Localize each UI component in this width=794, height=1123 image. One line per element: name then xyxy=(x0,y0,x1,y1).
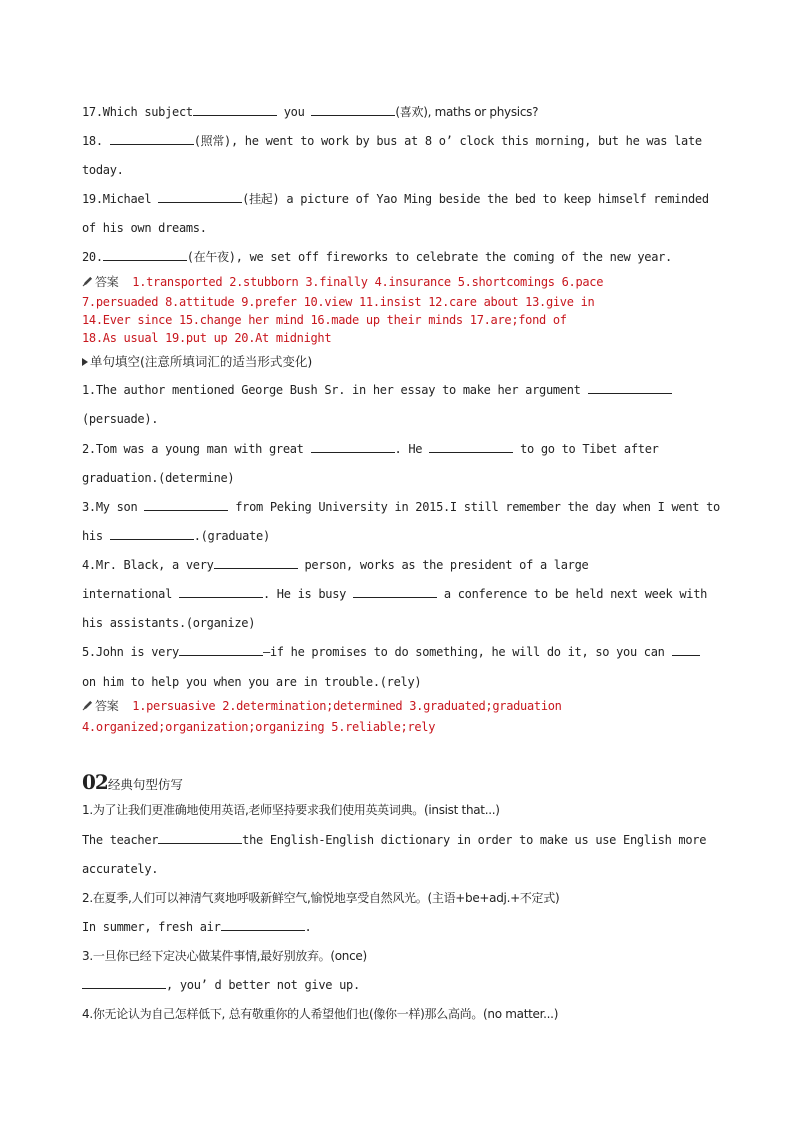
question-c2-en: In summer, fresh air . xyxy=(82,920,312,934)
answer-blank[interactable] xyxy=(588,382,672,394)
answer-blank[interactable] xyxy=(158,191,242,203)
answer-blank[interactable] xyxy=(110,133,194,145)
answer-blank[interactable] xyxy=(429,441,513,453)
answer-block-b-line1: 答案 1.persuasive 2.determination;determined 3.graduated;graduation xyxy=(82,698,722,714)
question-17: 17.Which subject you (喜欢), maths or physics? xyxy=(82,105,539,119)
section-number: 02 xyxy=(82,770,108,794)
answer-block-a-line3: 14.Ever since 15.change her mind 16.made up their minds 17.are;fond of xyxy=(82,313,567,327)
question-c3-en: , you’ d better not give up. xyxy=(82,977,722,993)
answer-blank[interactable] xyxy=(311,104,395,116)
question-18: 18. (照常), he went to work by bus at 8 o’ clock this morning, but he was late xyxy=(82,134,702,148)
question-b4: 4.Mr. Black, a very person, works as the president of a large xyxy=(82,558,589,572)
answer-blank[interactable] xyxy=(311,441,395,453)
question-b5-cont: on him to help you when you are in trouble.(rely) xyxy=(82,675,422,689)
answer-block-b-line2: 4.organized;organization;organizing 5.reliable;rely xyxy=(82,720,436,734)
question-b4-cont: his assistants.(organize) xyxy=(82,616,256,630)
answer-blank[interactable] xyxy=(110,528,194,540)
question-c1-cn: 1.为了让我们更准确地使用英语,老师坚持要求我们使用英英词典。(insist that...) xyxy=(82,803,500,817)
question-c2-cn: 2.在夏季,人们可以神清气爽地呼吸新鲜空气,愉悦地享受自然风光。(主语+be+adj.+不定式) xyxy=(82,891,560,905)
question-c3-cn: 3.一旦你已经下定决心做某件事情,最好别放弃。(once) xyxy=(82,949,367,963)
question-c1-en: The teacher the English-English dictionary in order to make us use English more xyxy=(82,833,707,847)
question-19-cont: of his own dreams. xyxy=(82,221,207,235)
question-18-cont: today. xyxy=(82,163,124,177)
question-b1-cont: (persuade). xyxy=(82,412,159,426)
answer-blank[interactable] xyxy=(672,644,700,656)
question-19: 19.Michael (挂起) a picture of Yao Ming beside the bed to keep himself reminded xyxy=(82,192,709,206)
answer-block-a-line2: 7.persuaded 8.attitude 9.prefer 10.view 11.insist 12.care about 13.give in xyxy=(82,295,595,309)
answer-blank[interactable] xyxy=(214,557,298,569)
question-b2: 2.Tom was a young man with great . He to go to Tibet after xyxy=(82,442,659,456)
question-b4-line2: international . He is busy a conference to be held next week with xyxy=(82,587,708,601)
question-b3: 3.My son from Peking University in 2015.I still remember the day when I went to xyxy=(82,500,720,514)
answer-pen-icon xyxy=(82,276,93,287)
answer-blank[interactable] xyxy=(179,586,263,598)
section-c-heading: 02经典句型仿写 xyxy=(82,770,183,794)
answer-block-a-line4: 18.As usual 19.put up 20.At midnight xyxy=(82,331,332,345)
section-b-heading: 单句填空(注意所填词汇的适当形式变化) xyxy=(82,352,312,370)
question-c1-cont: accurately. xyxy=(82,862,159,876)
answer-blank[interactable] xyxy=(221,919,305,931)
triangle-bullet-icon xyxy=(82,358,88,366)
answer-blank[interactable] xyxy=(158,832,242,844)
answer-blank[interactable] xyxy=(193,104,277,116)
question-b5: 5.John is very —if he promises to do something, he will do it, so you can xyxy=(82,644,722,660)
answer-block-a-line1: 答案 1.transported 2.stubborn 3.finally 4.insurance 5.shortcomings 6.pace xyxy=(82,274,722,290)
question-b2-cont: graduation.(determine) xyxy=(82,471,235,485)
question-20: 20. (在午夜), we set off fireworks to celebrate the coming of the new year. xyxy=(82,250,672,264)
question-b1: 1.The author mentioned George Bush Sr. in her essay to make her argument xyxy=(82,382,722,398)
answer-blank[interactable] xyxy=(103,249,187,261)
answer-blank[interactable] xyxy=(144,499,228,511)
answer-blank[interactable] xyxy=(179,644,263,656)
answer-blank[interactable] xyxy=(82,977,166,989)
answer-pen-icon xyxy=(82,700,93,711)
answer-blank[interactable] xyxy=(353,586,437,598)
question-b3-cont: his .(graduate) xyxy=(82,529,270,543)
question-c4-cn: 4.你无论认为自己怎样低下, 总有敬重你的人希望他们也(像你一样)那么高尚。(no matter...) xyxy=(82,1007,559,1021)
